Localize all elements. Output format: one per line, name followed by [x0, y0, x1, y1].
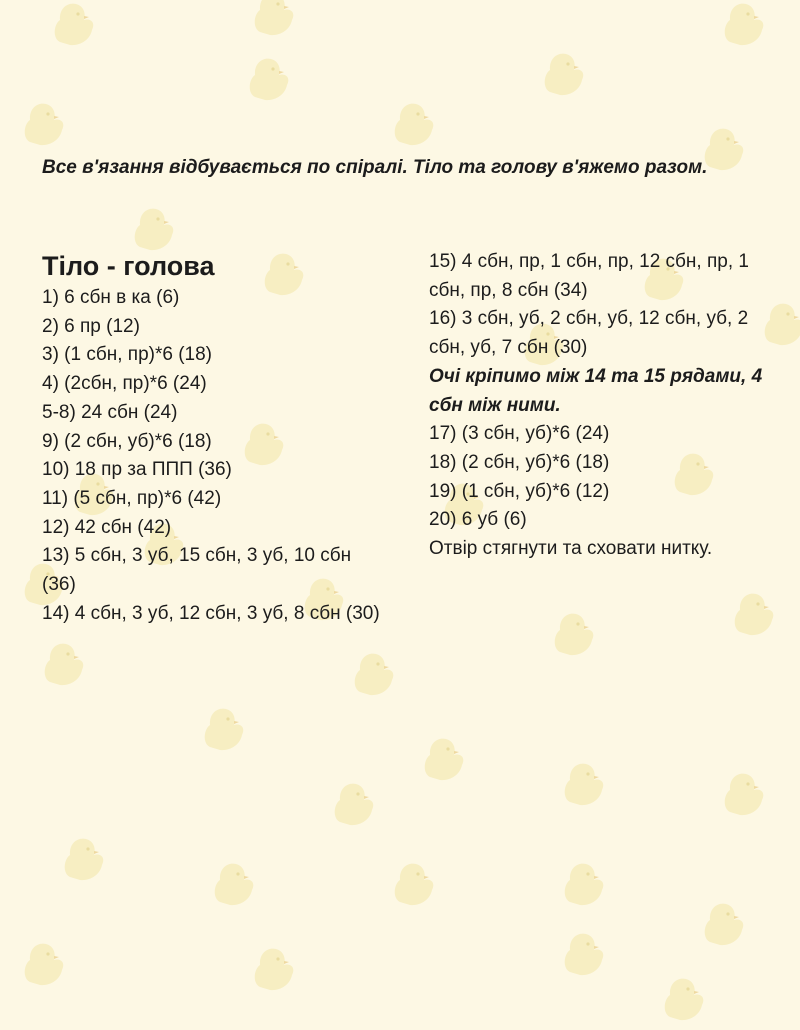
pattern-row: 18) (2 сбн, уб)*6 (18): [429, 451, 610, 473]
pattern-row: 20) 6 уб (6): [429, 509, 527, 531]
pattern-row: 5-8) 24 сбн (24): [42, 401, 178, 423]
pattern-row: 17) (3 сбн, уб)*6 (24): [429, 423, 610, 445]
pattern-row: 1) 6 сбн в ка (6): [42, 287, 180, 308]
pattern-row: 3) (1 сбн, пр)*6 (18): [42, 344, 212, 366]
pattern-row: 9) (2 сбн, уб)*6 (18): [42, 430, 212, 452]
pattern-row: 13) 5 сбн, 3 уб, 15 сбн, 3 уб, 10 сбн (36): [42, 545, 352, 596]
rows-column-right: [429, 248, 774, 564]
pattern-row: 14) 4 сбн, 3 уб, 12 сбн, 3 уб, 8 сбн (30): [42, 602, 380, 624]
pattern-row: 12) 42 сбн (42): [42, 516, 172, 538]
finishing-instruction: Отвір стягнути та сховати нитку.: [429, 538, 713, 560]
intro-text: Все в'язання відбувається по спіралі. Тіло та голову в'яжемо разом.: [42, 157, 708, 178]
pattern-row: 4) (2сбн, пр)*6 (24): [42, 373, 207, 395]
eyes-note: Очі кріпимо між 14 та 15 рядами, 4 сбн між ними.: [429, 365, 763, 416]
pattern-row: 10) 18 пр за ППП (36): [42, 459, 232, 481]
pattern-row: 11) (5 сбн, пр)*6 (42): [42, 487, 222, 509]
section-title: Тіло - голова: [42, 251, 215, 281]
pattern-row: 2) 6 пр (12): [42, 315, 140, 337]
pattern-row: 15) 4 сбн, пр, 1 сбн, пр, 12 сбн, пр, 1 сбн, пр, 8 сбн (34): [429, 251, 749, 301]
rows-column-left: [42, 284, 387, 628]
pattern-row: 16) 3 сбн, уб, 2 сбн, уб, 12 сбн, уб, 2 сбн, уб, 7 сбн (30): [429, 308, 749, 359]
pattern-row: 19) (1 сбн, уб)*6 (12): [429, 480, 610, 502]
